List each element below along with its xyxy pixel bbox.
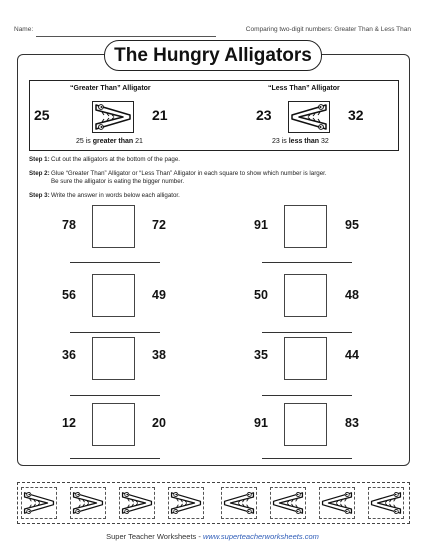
problem-6-answer-line[interactable] xyxy=(262,395,352,396)
caption-bold: less than xyxy=(288,138,320,145)
step-1 xyxy=(29,156,180,164)
less-example-right: 32 xyxy=(348,107,364,123)
problem-5-answer-square[interactable] xyxy=(92,337,135,380)
less-example-caption xyxy=(272,138,329,145)
step-text: Write the answer in words below each alligator. xyxy=(51,192,180,199)
problem-1-right: 72 xyxy=(152,218,166,232)
problem-1-answer-square[interactable] xyxy=(92,205,135,248)
problem-8-answer-line[interactable] xyxy=(262,458,352,459)
problem-2-answer-square[interactable] xyxy=(284,205,327,248)
problem-6-left: 35 xyxy=(254,348,268,362)
less-than-alligator-cutout-icon[interactable] xyxy=(221,487,257,519)
problem-4-answer-line[interactable] xyxy=(262,332,352,333)
step-label: Step 2: xyxy=(29,170,50,177)
problem-2-answer-line[interactable] xyxy=(262,262,352,263)
problem-3-answer-line[interactable] xyxy=(70,332,160,333)
name-line[interactable] xyxy=(36,36,216,37)
greater-example-title: “Greater Than” Alligator xyxy=(70,85,151,92)
footer-brand: Super Teacher Worksheets xyxy=(106,532,197,541)
less-than-alligator-icon xyxy=(288,101,330,133)
name-label: Name: xyxy=(14,26,34,33)
greater-than-alligator-cutout-icon[interactable] xyxy=(21,487,57,519)
step-label: Step 1: xyxy=(29,156,50,163)
step-3 xyxy=(29,192,180,200)
caption-suffix: 32 xyxy=(319,138,329,145)
problem-2-left: 91 xyxy=(254,218,268,232)
problem-7-right: 20 xyxy=(152,416,166,430)
problem-4-answer-square[interactable] xyxy=(284,274,327,317)
problem-8-right: 83 xyxy=(345,416,359,430)
problem-3-left: 56 xyxy=(62,288,76,302)
example-box xyxy=(29,80,399,151)
problem-4-right: 48 xyxy=(345,288,359,302)
page-title: The Hungry Alligators xyxy=(104,40,322,71)
problem-5-left: 36 xyxy=(62,348,76,362)
problem-5-right: 38 xyxy=(152,348,166,362)
greater-example-caption xyxy=(76,138,143,145)
worksheet-subtitle: Comparing two-digit numbers: Greater Than & Less Than xyxy=(245,26,411,33)
problem-6-answer-square[interactable] xyxy=(284,337,327,380)
step-label: Step 3: xyxy=(29,192,50,199)
problem-5-answer-line[interactable] xyxy=(70,395,160,396)
step-2 xyxy=(29,170,327,186)
problem-8-left: 91 xyxy=(254,416,268,430)
problem-4-left: 50 xyxy=(254,288,268,302)
caption-bold: greater than xyxy=(92,138,134,145)
less-example-left: 23 xyxy=(256,107,272,123)
problem-8-answer-square[interactable] xyxy=(284,403,327,446)
caption-suffix: 21 xyxy=(133,138,143,145)
less-than-alligator-cutout-icon[interactable] xyxy=(368,487,404,519)
less-than-alligator-cutout-icon[interactable] xyxy=(319,487,355,519)
greater-than-alligator-cutout-icon[interactable] xyxy=(119,487,155,519)
step-text: Glue “Greater Than” Alligator or “Less Than” Alligator in each square to show which number is larger. xyxy=(51,170,327,177)
footer-link[interactable]: www.superteacherworksheets.com xyxy=(202,532,319,541)
greater-than-alligator-icon xyxy=(92,101,134,133)
problem-3-answer-square[interactable] xyxy=(92,274,135,317)
problem-3-right: 49 xyxy=(152,288,166,302)
problem-7-answer-line[interactable] xyxy=(70,458,160,459)
problem-7-answer-square[interactable] xyxy=(92,403,135,446)
less-example-title: “Less Than” Alligator xyxy=(268,85,340,92)
less-than-alligator-cutout-icon[interactable] xyxy=(270,487,306,519)
problem-7-left: 12 xyxy=(62,416,76,430)
greater-example-right: 21 xyxy=(152,107,168,123)
greater-than-alligator-cutout-icon[interactable] xyxy=(168,487,204,519)
caption-prefix: 25 is xyxy=(76,138,93,145)
greater-than-alligator-cutout-icon[interactable] xyxy=(70,487,106,519)
problem-6-right: 44 xyxy=(345,348,359,362)
step-text-continued: Be sure the alligator is eating the bigger number. xyxy=(51,178,185,185)
step-text: Cut out the alligators at the bottom of the page. xyxy=(51,156,180,163)
greater-example-left: 25 xyxy=(34,107,50,123)
problem-1-answer-line[interactable] xyxy=(70,262,160,263)
problem-2-right: 95 xyxy=(345,218,359,232)
footer-separator: - xyxy=(196,532,203,541)
problem-1-left: 78 xyxy=(62,218,76,232)
caption-prefix: 23 is xyxy=(272,138,289,145)
footer xyxy=(0,532,425,541)
